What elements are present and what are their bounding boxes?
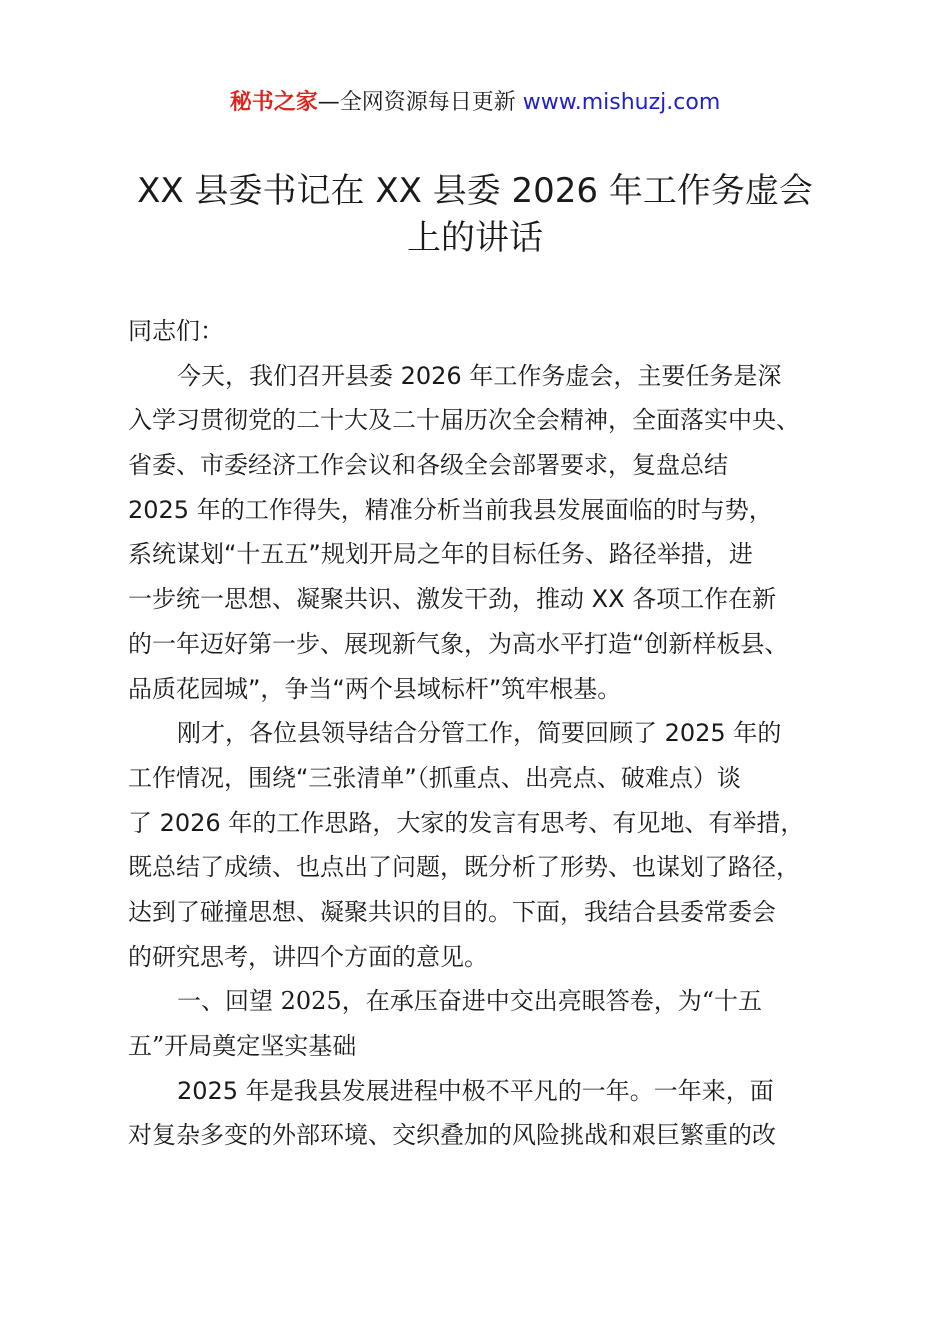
paragraph-line: 了 2026 年的工作思路，大家的发言有思考、有见地、有举措， <box>128 808 805 837</box>
paragraph-line: 工作情况，围绕“三张清单”（抓重点、出亮点、破难点）谈 <box>128 763 741 792</box>
paragraph-line: 的一年迈好第一步、展现新气象，为高水平打造“创新样板县、 <box>128 629 789 658</box>
header-tagline: —全网资源每日更新 <box>317 90 523 115</box>
paragraph-line: 入学习贯彻党的二十大及二十届历次全会精神，全面落实中央、 <box>128 406 800 435</box>
document-body <box>128 309 856 1158</box>
paragraph-line: 既总结了成绩、也点出了问题，既分析了形势、也谋划了路径， <box>128 853 800 882</box>
paragraph-line: 省委、市委经济工作会议和各级全会部署要求，复盘总结 <box>128 451 728 480</box>
paragraph-line: 品质花园城”，争当“两个县域标杆”筑牢根基。 <box>128 674 622 703</box>
section-heading-line: 五”开局奠定坚实基础 <box>128 1032 357 1060</box>
paragraph-line: 系统谋划“十五五”规划开局之年的目标任务、路径举措，进 <box>128 540 753 569</box>
title-line-2: 上的讲话 <box>407 218 543 258</box>
paragraph-line: 2025 年是我县发展进程中极不平凡的一年。一年来，面 <box>177 1076 774 1105</box>
paragraph-line: 一步统一思想、凝聚共识、激发干劲，推动 XX 各项工作在新 <box>128 585 777 614</box>
title-line-1: XX 县委书记在 XX 县委 2026 年工作务虚会 <box>137 171 813 211</box>
paragraph-line: 达到了碰撞思想、凝聚共识的目的。下面，我结合县委常委会 <box>128 897 776 926</box>
paragraph-line: 2025 年的工作得失，精准分析当前我县发展面临的时与势， <box>128 495 773 524</box>
paragraph-line: 的研究思考，讲四个方面的意见。 <box>128 942 488 971</box>
document-title <box>128 168 822 262</box>
section-heading-line: 一、回望 2025，在承压奋进中交出亮眼答卷，为“十五 <box>177 987 762 1016</box>
paragraph-line: 刚才，各位县领导结合分管工作，简要回顾了 2025 年的 <box>177 719 782 748</box>
salutation: 同志们： <box>128 317 224 345</box>
brand-name: 秘书之家 <box>229 90 318 115</box>
paragraph-line: 今天，我们召开县委 2026 年工作务虚会，主要任务是深 <box>177 361 782 390</box>
site-header <box>0 88 950 118</box>
site-url-link[interactable]: www.mishuzj.com <box>522 90 721 115</box>
paragraph-line: 对复杂多变的外部环境、交织叠加的风险挑战和艰巨繁重的改 <box>128 1121 776 1150</box>
